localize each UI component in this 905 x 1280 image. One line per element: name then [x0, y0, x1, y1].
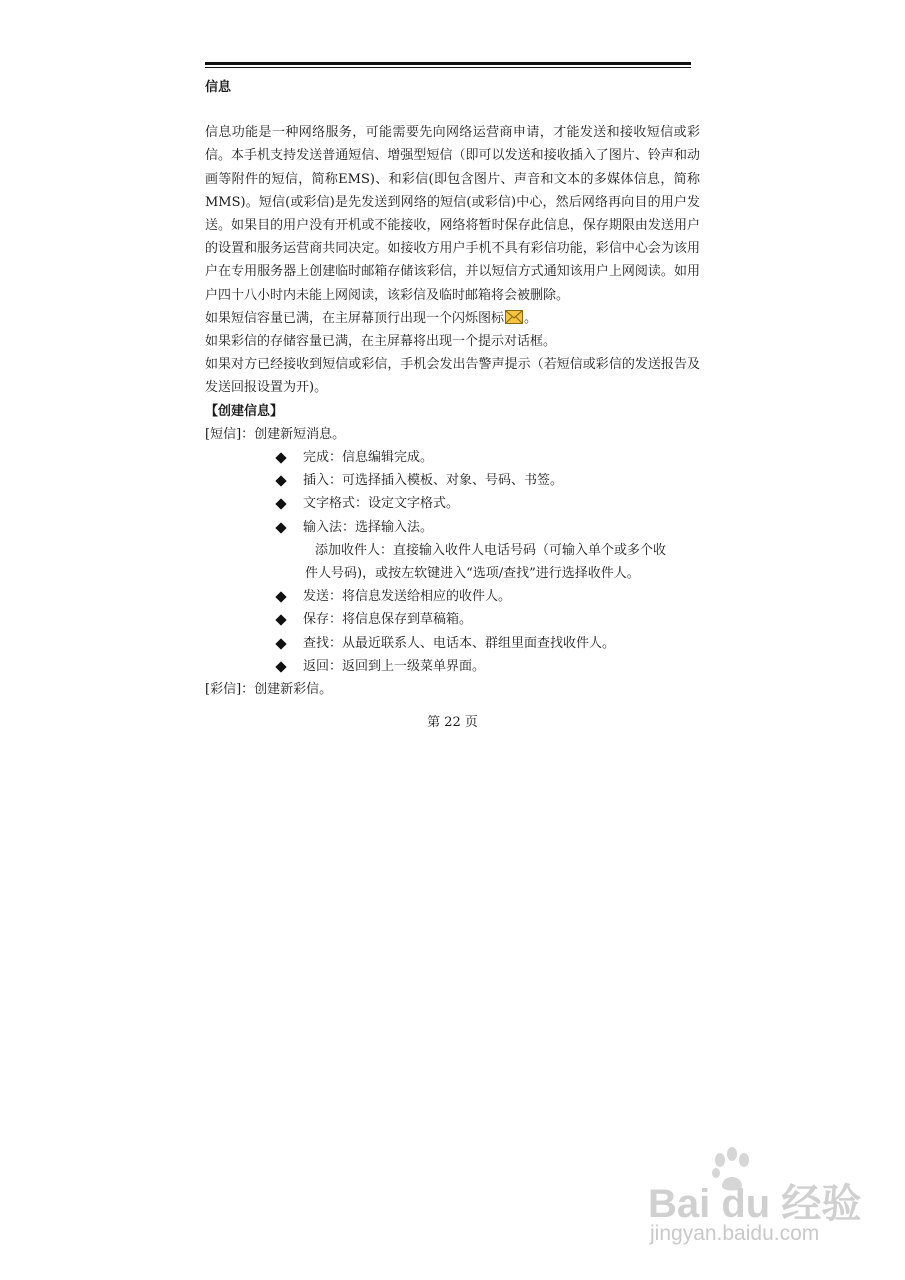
diamond-bullet-icon — [275, 661, 286, 672]
header-rule-thick — [205, 62, 691, 65]
diamond-bullet-icon — [275, 452, 286, 463]
header-rule-thin — [205, 67, 691, 68]
list-item: 插入：可选择插入模板、对象、号码、书签。 — [275, 469, 700, 492]
sms-full-text: 如果短信容量已满，在主屏幕顶行出现一个闪烁图标 — [205, 310, 505, 326]
list-item: 文字格式：设定文字格式。 — [275, 492, 700, 515]
mms-label: [彩信]：创建新彩信。 — [205, 682, 333, 698]
sms-full-line — [205, 307, 700, 330]
diamond-bullet-icon — [275, 522, 286, 533]
add-recipient-line1: 添加收件人：直接输入收件人电话号码（可输入单个或多个收 — [315, 542, 667, 558]
diamond-bullet-icon — [275, 638, 286, 649]
sms-options-list — [205, 446, 700, 678]
diamond-bullet-icon — [275, 615, 286, 626]
diamond-bullet-icon — [275, 499, 286, 510]
list-item: 保存：将信息保存到草稿箱。 — [275, 608, 700, 631]
receipt-line: 如果对方已经接收到短信或彩信，手机会发出告警声提示（若短信或彩信的发送报告及发送回报设置为开)。 — [205, 357, 700, 396]
envelope-icon — [505, 310, 523, 324]
page-title: 信息 — [205, 80, 232, 95]
section-heading: 【创建信息】 — [205, 403, 284, 419]
add-recipient-note — [275, 539, 700, 585]
page-number: 第 22 页 — [427, 715, 478, 731]
list-item: 查找：从最近联系人、电话本、群组里面查找收件人。 — [275, 632, 700, 655]
mms-full-line: 如果彩信的存储容量已满，在主屏幕将出现一个提示对话框。 — [205, 334, 557, 350]
list-item: 完成：信息编辑完成。 — [275, 446, 700, 469]
watermark-url: jingyan.baidu.com — [650, 1222, 820, 1245]
intro-paragraph: 信息功能是一种网络服务，可能需要先向网络运营商申请，才能发送和接收短信或彩信。本手机支持发送普通短信、增强型短信（即可以发送和接收插入了图片、铃声和动画等附件的短信，简称EMS)、和彩信(即包含图片、声音和文本的多媒体信息，简称MMS)。短信(或彩信)是先发送到网络的短信(或彩信)中心，然后网络再向目的用户发送。如果目的用户没有开机或不能接收，网络将暂时保存此信息，保存期限由发送用户的设置和服务运营商共同决定。如接收方用户手机不具有彩信功能，彩信中心会为该用户在专用服务器上创建临时邮箱存储该彩信，并以短信方式通知该用户上网阅读。如用户四十八小时内未能上网阅读，该彩信及临时邮箱将会被删除。 — [205, 125, 700, 303]
list-item: 发送：将信息发送给相应的收件人。 — [275, 585, 700, 608]
watermark-brand: Bai du 经验 — [648, 1182, 862, 1226]
diamond-bullet-icon — [275, 476, 286, 487]
add-recipient-line2: 件人号码)，或按左软键进入“选项/查找”进行选择收件人。 — [305, 566, 640, 582]
list-item: 返回：返回到上一级菜单界面。 — [275, 655, 700, 678]
diamond-bullet-icon — [275, 592, 286, 603]
sms-label: [短信]：创建新短消息。 — [205, 426, 346, 442]
sms-full-period: 。 — [524, 310, 538, 326]
list-item: 输入法：选择输入法。 — [275, 516, 700, 539]
page-content — [205, 76, 700, 734]
